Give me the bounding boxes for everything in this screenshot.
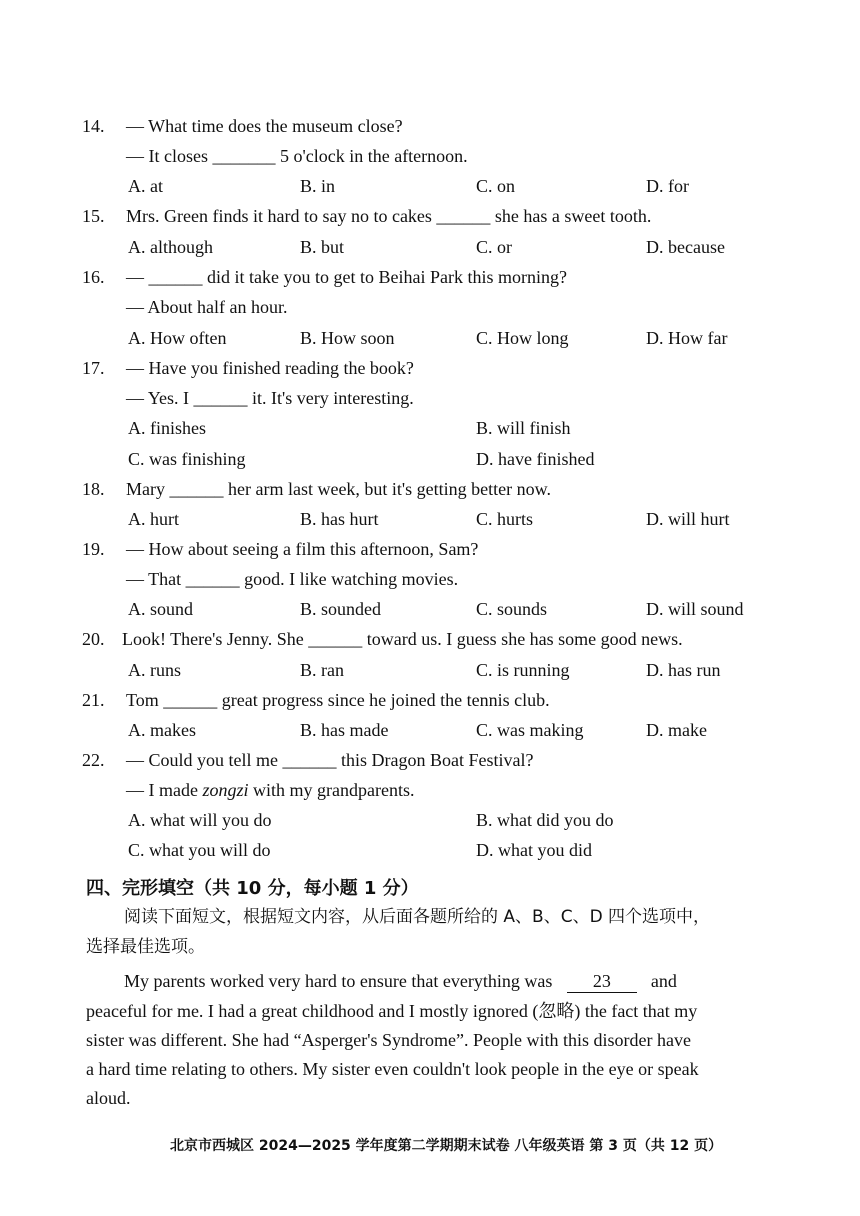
blank-number: 23 <box>592 971 611 991</box>
question-text: Mary ______ her arm last week, but it's getting better now. <box>126 479 551 499</box>
option-d: D. How far <box>646 328 728 348</box>
question-text: Mrs. Green finds it hard to say no to cakes ______ she has a sweet tooth. <box>126 206 652 226</box>
option-c: C. was making <box>476 720 584 740</box>
option-c: C. hurts <box>476 509 534 529</box>
option-c: C. or <box>476 237 512 257</box>
option-b: B. ran <box>300 660 344 680</box>
option-d: D. for <box>646 176 689 196</box>
question-text: — Could you tell me ______ this Dragon Boat Festival? <box>126 750 534 770</box>
option-b: B. has made <box>300 720 389 740</box>
option-b: B. what did you do <box>476 810 614 830</box>
option-b: B. sounded <box>300 599 381 619</box>
passage-line: sister was different. She had “Asperger's Syndrome”. People with this disorder have <box>86 1030 691 1050</box>
option-a: A. How often <box>128 328 227 348</box>
passage-line <box>124 966 760 996</box>
italic-word: zongzi <box>202 780 249 800</box>
question-number: 21. <box>82 690 105 710</box>
option-b: B. will finish <box>476 418 571 438</box>
passage-text: and <box>650 971 677 991</box>
blank-23 <box>567 970 637 993</box>
option-a: A. what will you do <box>128 810 272 830</box>
option-d: D. will sound <box>646 599 744 619</box>
question-text: — About half an hour. <box>126 297 288 317</box>
passage-line: aloud. <box>86 1088 131 1108</box>
option-d: D. what you did <box>476 840 592 860</box>
question-text <box>126 778 414 802</box>
option-d: D. has run <box>646 660 721 680</box>
option-d: D. make <box>646 720 707 740</box>
option-a: A. runs <box>128 660 181 680</box>
question-text: Tom ______ great progress since he joined the tennis club. <box>126 690 550 710</box>
answer-text: — I made <box>126 780 203 800</box>
question-text: — Have you finished reading the book? <box>126 358 414 378</box>
option-a: A. makes <box>128 720 196 740</box>
option-c: C. on <box>476 176 516 196</box>
option-a: A. sound <box>128 599 194 619</box>
question-number: 14. <box>82 116 105 136</box>
passage-line: peaceful for me. I had a great childhood and I mostly ignored (忽略) the fact that my <box>86 1001 698 1021</box>
question-number: 15. <box>82 206 105 226</box>
question-text: — ______ did it take you to get to Beihai Park this morning? <box>126 267 567 287</box>
question-number: 16. <box>82 267 105 287</box>
answer-text: with my grandparents. <box>248 780 415 800</box>
option-d: D. because <box>646 237 725 257</box>
question-number: 17. <box>82 358 105 378</box>
option-b: B. has hurt <box>300 509 379 529</box>
option-a: A. although <box>128 237 213 257</box>
option-a: A. hurt <box>128 509 179 529</box>
section-instruction: 阅读下面短文，根据短文内容，从后面各题所给的 A、B、C、D 四个选项中， <box>124 907 711 927</box>
option-b: B. but <box>300 237 345 257</box>
question-text: Look! There's Jenny. She ______ toward us. I guess she has some good news. <box>122 629 683 649</box>
option-c: C. what you will do <box>128 840 271 860</box>
option-a: A. at <box>128 176 163 196</box>
section-heading: 四、完形填空（共 10 分，每小题 1 分） <box>86 878 419 899</box>
option-b: B. in <box>300 176 336 196</box>
page-footer: 北京市西城区 2024—2025 学年度第二学期期末试卷 八年级英语 第 3 页（共 12 页） <box>170 1138 723 1154</box>
question-text: — That ______ good. I like watching movies. <box>126 569 459 589</box>
option-c: C. sounds <box>476 599 548 619</box>
option-a: A. finishes <box>128 418 206 438</box>
section-instruction: 选择最佳选项。 <box>86 937 205 957</box>
question-text: — Yes. I ______ it. It's very interesting. <box>126 388 414 408</box>
question-text: — How about seeing a film this afternoon, Sam? <box>126 539 479 559</box>
passage-line: a hard time relating to others. My sister even couldn't look people in the eye or speak <box>86 1059 699 1079</box>
option-d: D. have finished <box>476 449 595 469</box>
question-number: 20. <box>82 629 105 649</box>
question-number: 22. <box>82 750 105 770</box>
passage-text: My parents worked very hard to ensure that everything was <box>124 971 553 991</box>
question-text: — It closes _______ 5 o'clock in the afternoon. <box>126 146 468 166</box>
option-c: C. How long <box>476 328 569 348</box>
option-c: C. was finishing <box>128 449 246 469</box>
question-number: 19. <box>82 539 105 559</box>
question-text: — What time does the museum close? <box>126 116 403 136</box>
question-number: 18. <box>82 479 105 499</box>
option-b: B. How soon <box>300 328 395 348</box>
option-c: C. is running <box>476 660 570 680</box>
option-d: D. will hurt <box>646 509 730 529</box>
